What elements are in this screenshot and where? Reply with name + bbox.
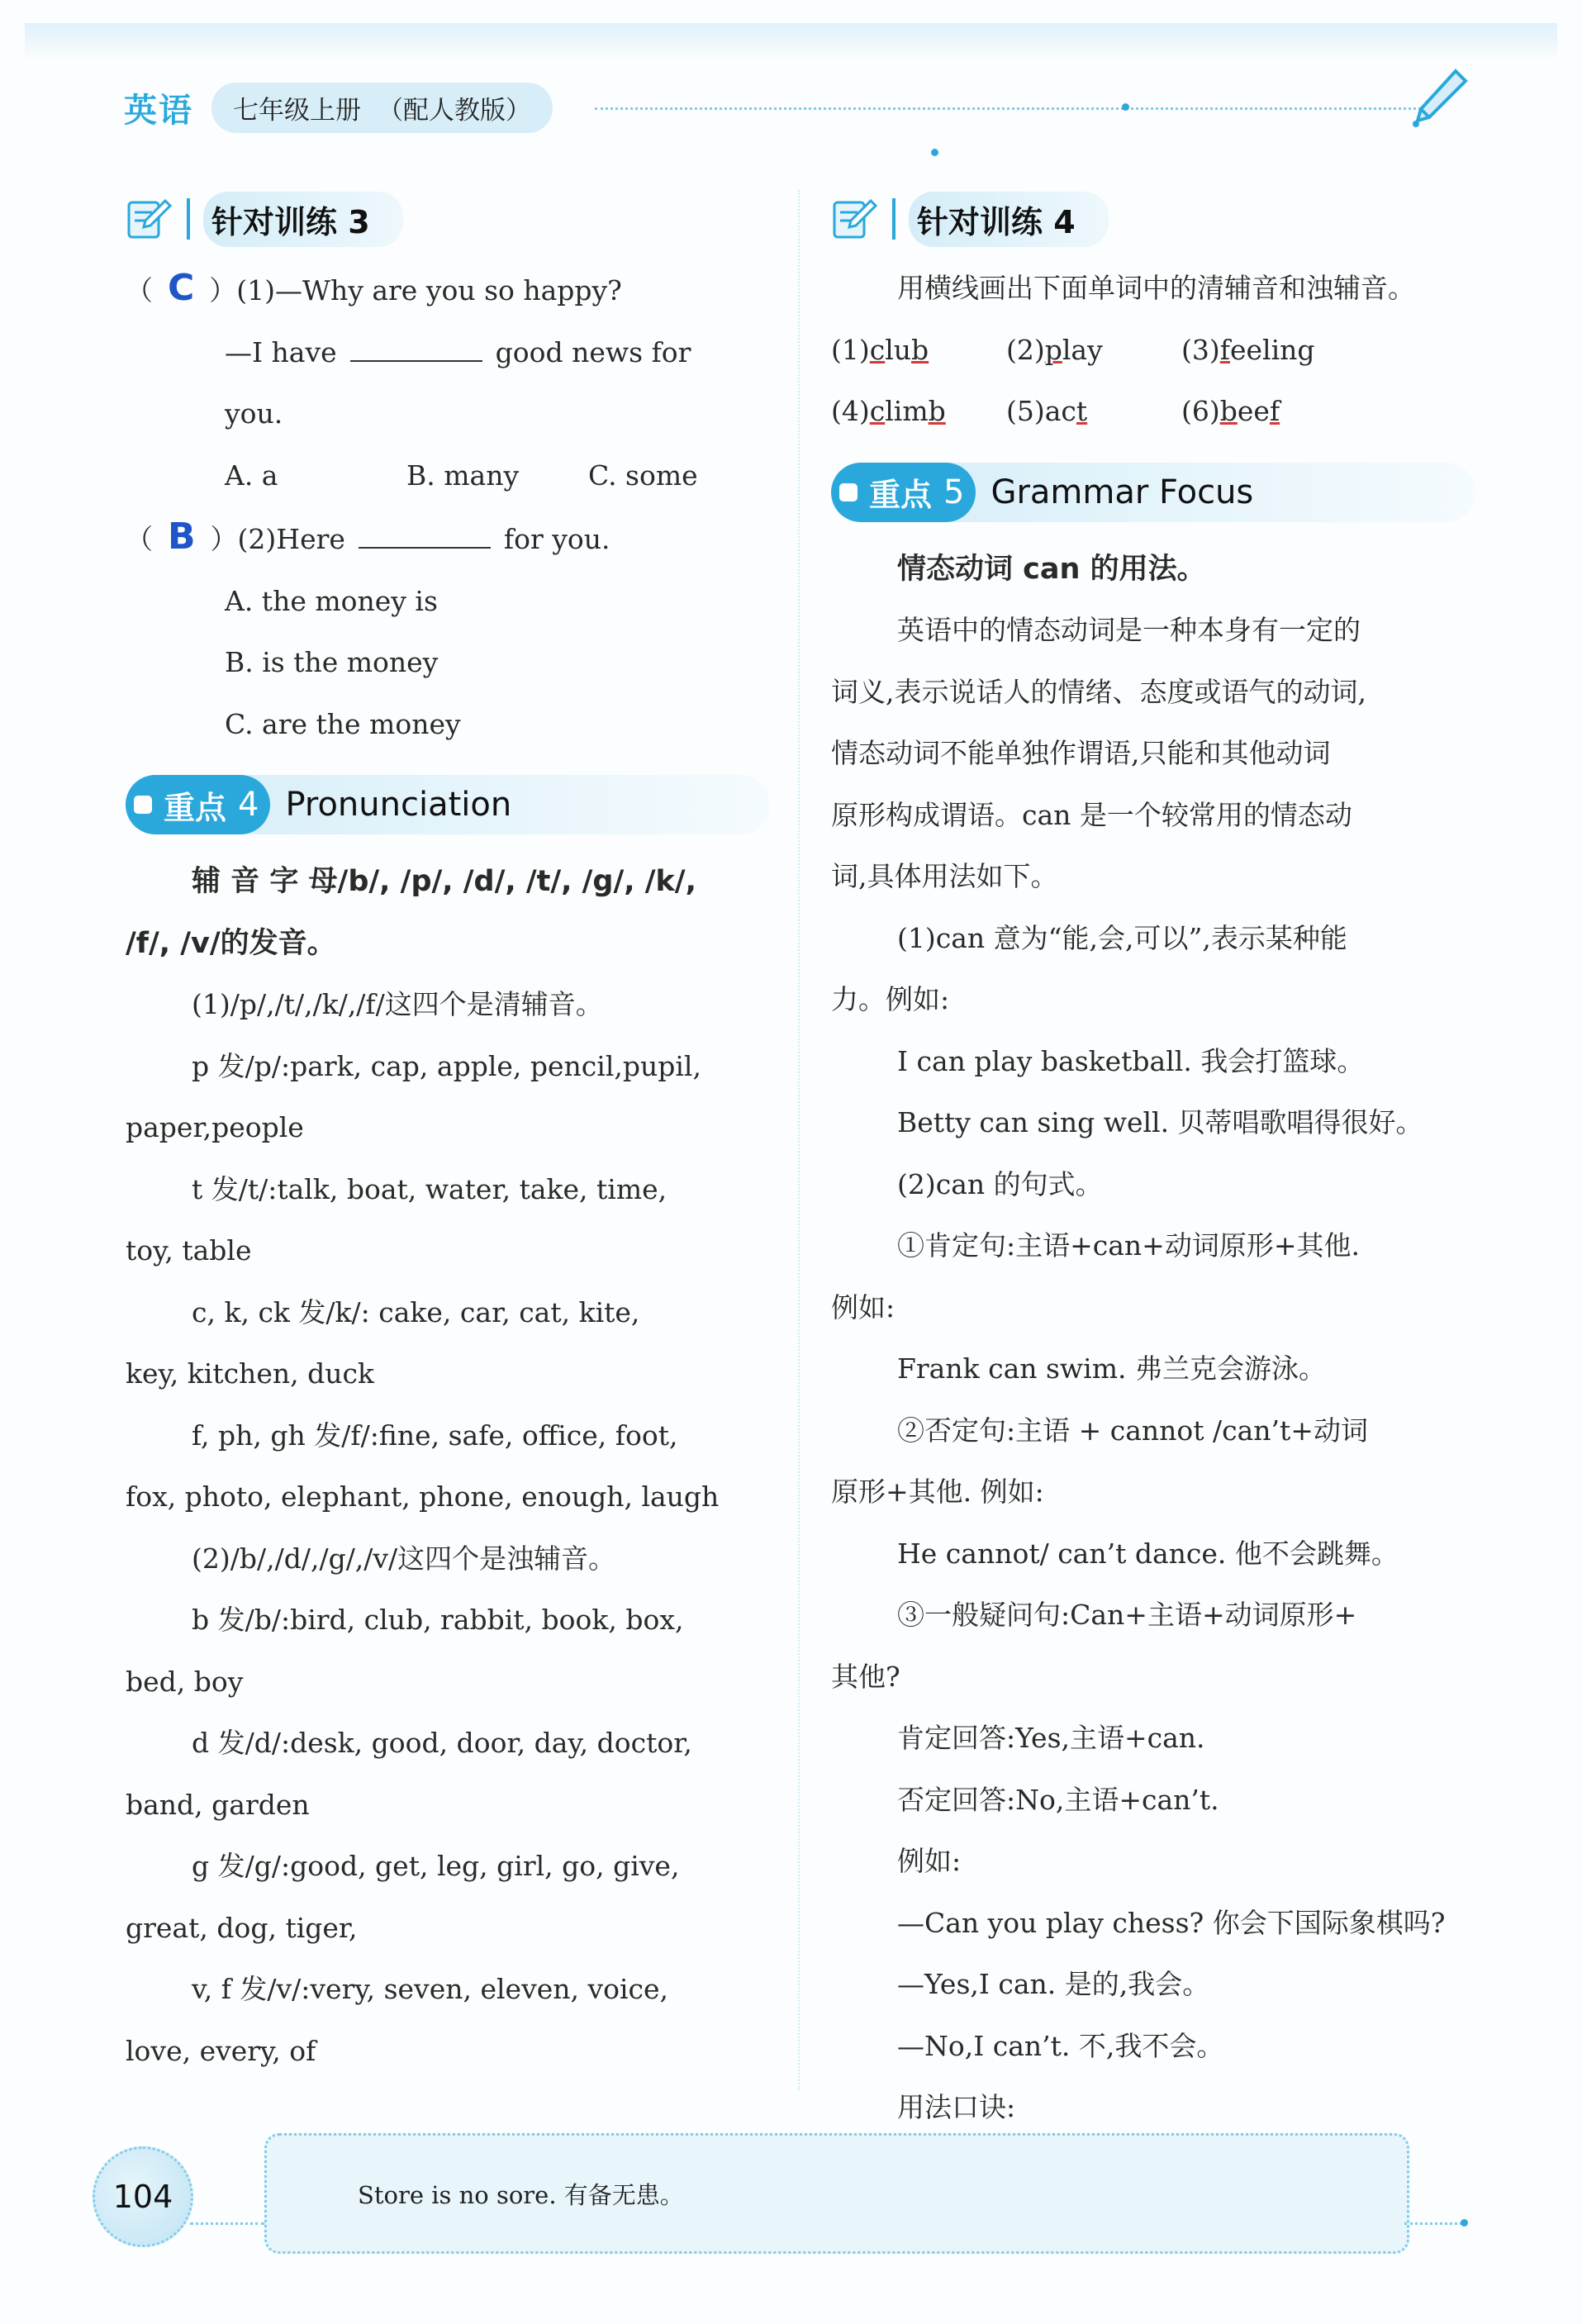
text-line: —No,I can’t. 不,我不会。 (897, 2029, 1224, 2062)
text-line: 其他? (831, 1660, 900, 1693)
focus-label: 重点 (869, 477, 933, 513)
drill-3-title: 针对训练 3 (203, 192, 403, 247)
text-line: 例如: (897, 1845, 962, 1877)
paren-open: （ (126, 523, 153, 555)
focus-4-heading: 辅 音 字 母/b/, /p/, /d/, /t/, /g/, /k/, (192, 865, 696, 898)
word-row-2 (831, 381, 1475, 443)
text-line: 英语中的情态动词是一种本身有一定的 (897, 614, 1361, 646)
word-item (831, 320, 1006, 382)
focus-label: 重点 (164, 789, 227, 826)
question-1-options (126, 445, 770, 507)
pen-icon (1404, 66, 1470, 132)
underlined-letter: b (928, 395, 946, 427)
underlined-letter: c (869, 333, 886, 366)
title-bar (187, 198, 190, 240)
option-a: A. the money is (225, 584, 438, 617)
question-1-stem: (1)—Why are you so happy? (236, 274, 622, 307)
text-line: toy, table (126, 1234, 252, 1267)
proverb-text: Store is no sore. 有备无患。 (358, 2180, 684, 2209)
text-line: ①肯定句:主语+can+动词原形+其他. (897, 1229, 1360, 1262)
text-line: —Can you play chess? 你会下国际象棋吗? (897, 1906, 1446, 1939)
square-icon (134, 796, 152, 814)
focus-badge (126, 775, 270, 834)
paren-close: ） (210, 523, 238, 555)
option-b: B. many (406, 459, 520, 492)
text-line: c, k, ck 发/k/: cake, car, cat, kite, (192, 1295, 640, 1328)
text-line: 情态动词不能单独作谓语,只能和其他动词 (831, 737, 1331, 769)
text: good news for (495, 335, 691, 368)
text-line: 词,具体用法如下。 (831, 860, 1058, 892)
text-line: 例如: (831, 1290, 896, 1324)
word-item (1181, 381, 1356, 443)
item-number: (4) (831, 395, 870, 427)
subject-label: 英语 (124, 91, 193, 130)
answer-blank[interactable] (359, 524, 491, 549)
text-line: (2)/b/,/d/,/g/,/v/这四个是浊辅音。 (192, 1542, 616, 1575)
focus-badge (831, 463, 976, 522)
item-number: (5) (1006, 395, 1045, 427)
letters: ee (1237, 395, 1270, 427)
text-line: —Yes,I can. 是的,我会。 (897, 1968, 1210, 2000)
question-1 (126, 258, 770, 322)
text-line: g 发/g/:good, get, leg, girl, go, give, (192, 1850, 680, 1882)
text-line: 力。例如: (831, 983, 950, 1015)
question-1-line3: you. (225, 397, 283, 430)
notepad-pencil-icon (831, 196, 877, 242)
drill-4-header (831, 190, 1475, 248)
question-2 (126, 506, 770, 571)
letters: lim (885, 395, 929, 427)
option-b: B. is the money (225, 646, 439, 678)
letters: lay (1062, 333, 1103, 366)
text-line: ③一般疑问句:Can+主语+动词原形+ (897, 1599, 1357, 1631)
focus-number: 5 (943, 473, 965, 511)
focus-4-heading-cont: /f/, /v/的发音。 (126, 926, 336, 960)
text-line: p 发/p/:park, cap, apple, pencil,pupil, (192, 1049, 701, 1082)
text-line: Frank can swim. 弗兰克会游泳。 (897, 1352, 1326, 1385)
text-line: 词义,表示说话人的情绪、态度或语气的动词, (831, 675, 1366, 708)
text: —I have (225, 335, 337, 368)
footer-dot (1461, 2219, 1468, 2227)
answer-1: C (168, 267, 195, 309)
item-number: (2) (1006, 333, 1045, 366)
focus-5-heading: 情态动词 can 的用法。 (897, 552, 1206, 586)
proverb-box (264, 2133, 1409, 2254)
drill-3-header (126, 190, 770, 248)
word-item (831, 381, 1006, 443)
underlined-letter: f (1269, 395, 1280, 427)
text-line: d 发/d/:desk, good, door, day, doctor, (192, 1727, 692, 1759)
footer-divider (190, 2222, 264, 2225)
page-header (124, 81, 553, 134)
focus-4-header (126, 775, 770, 834)
left-column (126, 190, 770, 2082)
grade-pill (211, 83, 553, 133)
text-line: ②否定句:主语 + cannot /can’t+动词 (897, 1414, 1368, 1447)
text-line: (2)can 的句式。 (897, 1167, 1103, 1200)
text-line: He cannot/ can’t dance. 他不会跳舞。 (897, 1537, 1399, 1570)
option-a: A. a (225, 459, 278, 492)
item-number: (1) (831, 333, 870, 366)
header-dot (1122, 103, 1129, 111)
option-c: C. some (588, 459, 698, 492)
question-2-stem: (2)Here (237, 523, 345, 555)
text-line: love, every, of (126, 2034, 316, 2067)
column-divider (798, 190, 800, 2090)
focus-5-header (831, 463, 1475, 522)
answer-2: B (168, 516, 196, 558)
underlined-letter: c (869, 395, 886, 427)
paren-open: （ (126, 274, 153, 307)
underlined-letter: b (911, 333, 929, 366)
text-line: 用法口诀: (897, 2091, 1016, 2123)
item-number: (3) (1181, 333, 1220, 366)
drill-4-title: 针对训练 4 (909, 192, 1109, 247)
question-1-line2 (126, 322, 770, 384)
text-line: fox, photo, elephant, phone, enough, laugh (126, 1480, 720, 1513)
word-row-1 (831, 320, 1475, 382)
page-number: 104 (93, 2146, 193, 2247)
paren-close: ） (209, 274, 237, 307)
letters: ac (1044, 395, 1076, 427)
text-line: (1)can 意为“能,会,可以”,表示某种能 (897, 921, 1347, 954)
footer-divider (1404, 2222, 1462, 2225)
underlined-letter: p (1044, 333, 1062, 366)
letters: lu (885, 333, 912, 366)
notepad-pencil-icon (126, 196, 172, 242)
text-line: Betty can sing well. 贝蒂唱歌唱得很好。 (897, 1106, 1423, 1138)
edition-label: （配人教版） (378, 95, 531, 126)
text-line: band, garden (126, 1788, 310, 1821)
underlined-letter: f (1219, 333, 1230, 366)
focus-5-title: Grammar Focus (991, 473, 1254, 511)
text-line: paper,people (126, 1111, 304, 1143)
square-icon (839, 483, 858, 501)
text-line: great, dog, tiger, (126, 1911, 358, 1944)
option-c: C. are the money (225, 707, 461, 740)
text-line: key, kitchen, duck (126, 1357, 374, 1390)
item-number: (6) (1181, 395, 1220, 427)
text-line: v, f 发/v/:very, seven, eleven, voice, (192, 1973, 669, 2005)
text-line: t 发/t/:talk, boat, water, take, time, (192, 1172, 667, 1205)
text: for you. (503, 523, 610, 555)
title-bar (892, 198, 896, 240)
text-line: bed, boy (126, 1665, 244, 1698)
text-line: (1)/p/,/t/,/k/,/f/这四个是清辅音。 (192, 988, 603, 1020)
answer-blank[interactable] (350, 337, 482, 362)
header-dot (931, 149, 938, 156)
word-item (1181, 320, 1356, 382)
right-column (831, 190, 1475, 2200)
header-divider (595, 107, 1421, 110)
text-line: b 发/b/:bird, club, rabbit, book, box, (192, 1604, 684, 1636)
text-line: 原形构成谓语。can 是一个较常用的情态动 (831, 798, 1352, 831)
letters: eeling (1229, 333, 1315, 366)
underlined-letter: b (1219, 395, 1238, 427)
underlined-letter: t (1076, 395, 1088, 427)
text-line: 否定回答:No,主语+can’t. (897, 1783, 1219, 1816)
word-item (1006, 320, 1181, 382)
grade-label: 七年级上册 (233, 95, 361, 126)
word-item (1006, 381, 1181, 443)
drill-4-instruction: 用横线画出下面单词中的清辅音和浊辅音。 (897, 272, 1415, 304)
text-line: I can play basketball. 我会打篮球。 (897, 1044, 1365, 1077)
focus-number: 4 (238, 786, 259, 824)
text-line: f, ph, gh 发/f/:fine, safe, office, foot, (192, 1419, 678, 1452)
text-line: 原形+其他. 例如: (831, 1476, 1044, 1508)
focus-4-title: Pronunciation (285, 786, 512, 824)
text-line: 肯定回答:Yes,主语+can. (897, 1722, 1205, 1754)
top-band (25, 23, 1557, 60)
